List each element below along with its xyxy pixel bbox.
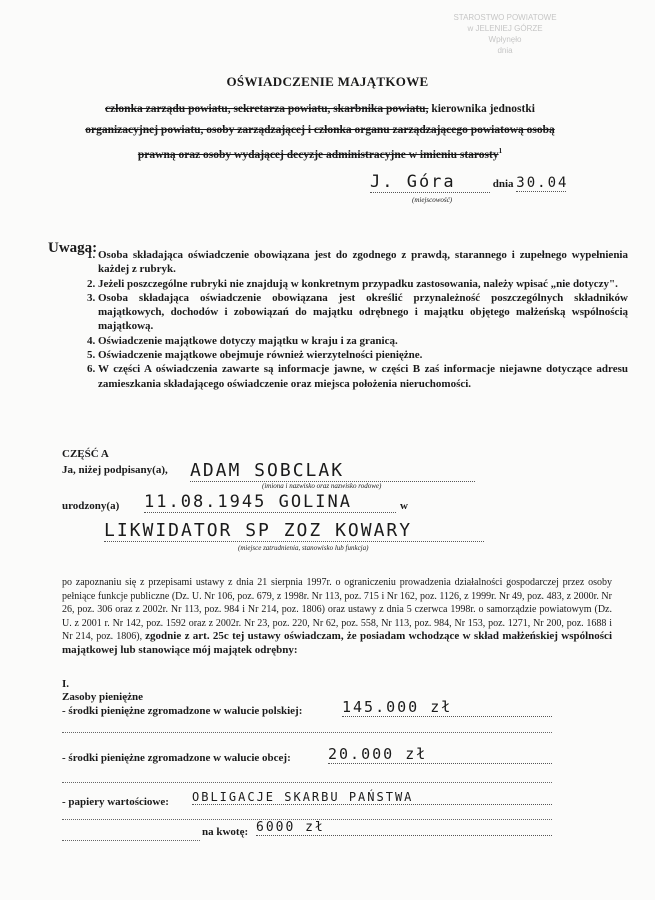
amount-label: na kwotę: [202,826,249,838]
document-subtitle [60,99,580,166]
fx-amount-field[interactable]: 20.000 zł [328,745,552,764]
securities-field[interactable]: OBLIGACJE SKARBU PAŃSTWA [192,790,552,805]
name-label: Ja, niżej podpisany(a), [62,464,168,476]
subtitle-struck-1: członka zarządu powiatu, sekretarza powiatu, skarbnika powiatu, [105,103,429,115]
stamp-line: w JELENIEJ GÓRZE [467,24,543,33]
note-item: 6. W części A oświadczenia zawarte są informacje jawne, w części B zaś informacje niejawne dotyczące adresu zamieszkania składającego oświadczenie oraz miejsca położenia nieruchomości. [98,362,628,391]
note-item: 3. Osoba składająca oświadczenie obowiązana jest określić przynależność poszczególnych składników majątkowych, dochodów i zobowiązań do majątku odrębnego i majątku objętego małżeńską wspólnością majątkową. [98,291,628,334]
date-label: dnia [492,178,514,190]
footnote-marker: 1 [498,147,503,155]
dotted-line [62,782,552,783]
place-caption: (miejscowość) [412,196,453,204]
notes-list [76,248,628,391]
name-caption: (imiona i nazwisko oraz nazwisko rodowe) [262,482,382,490]
section-heading: Zasoby pieniężne [62,691,143,703]
place-value: J. Góra [370,172,490,193]
notes-heading: Uwaga: [48,240,98,256]
pln-amount-field[interactable]: 145.000 zł [342,698,552,717]
subtitle-struck-3: prawną oraz osoby wydającej decyzje administracyjne w imieniu starosty [137,148,499,161]
legal-text: po zapoznaniu się z przepisami ustawy z dnia 21 sierpnia 1997r. o ograniczeniu prowadzenia działalności gospodarczej przez osoby pełniące funkcje publiczne (Dz. U. Nr 106, poz. 679, z 1998r. Nr 113, poz. 715 i Nr 162, poz. 1126, z 1999r. Nr 49, poz. 483, z 2000r. Nr 26, poz. 306 oraz z 2002r. Nr 113, poz. 984 i Nr 214, poz. 1806) oraz ustawy z dnia 5 czerwca 1998r. o samorządzie powiatowym (Dz. U. z 2001 r. Nr 142, poz. 1592 oraz z 2002r. Nr 23, poz. 220, Nr 62, poz. 558, Nr 113, poz. 984, Nr 153, poz. 1271, Nr 200, poz. 1688 i Nr 214, poz. 1806), [62,577,612,642]
dotted-line [62,732,552,733]
born-label: urodzony(a) [62,500,120,512]
fx-label: - środki pieniężne zgromadzone w walucie obcej: [62,752,291,764]
stamp-line: dnia [497,46,513,55]
legal-declaration: zgodnie z art. 25c tej ustawy oświadczam, że posiadam wchodzące w skład małżeńskiej wspólności majątkowej lub stanowiące mój majątek odrębny: [62,630,613,656]
place-date-row [370,172,569,193]
name-field[interactable]: ADAM SOBCLAK [190,460,475,482]
note-item: 4. Oświadczenie majątkowe dotyczy majątku w kraju i za granicą. [98,334,628,348]
stamp-line: Wpłynęło [488,35,522,44]
document-title: OŚWIADCZENIE MAJĄTKOWE [226,74,429,89]
pln-label: - środki pieniężne zgromadzone w walucie polskiej: [62,705,303,717]
employment-field[interactable]: LIKWIDATOR SP ZOZ KOWARY [104,520,484,542]
part-a-heading: CZĘŚĆ A [62,448,109,460]
subtitle-plain-1: kierownika jednostki [428,103,535,115]
securities-label: - papiery wartościowe: [62,796,169,808]
legal-statement [62,576,612,657]
subtitle-struck-2: organizacyjnej powiatu, osoby zarządzającej i członka organu zarządzającego powiatową osobą [85,124,555,136]
dotted-line [62,840,200,841]
securities-amount-field[interactable]: 6000 zł [256,820,552,836]
stamp-line: STAROSTWO POWIATOWE [453,13,557,22]
employment-caption: (miejsce zatrudnienia, stanowisko lub funkcja) [238,544,369,552]
birth-field[interactable]: 11.08.1945 GOLINA [144,492,396,513]
date-value: 30.04 [516,175,569,191]
note-item: 5. Oświadczenie majątkowe obejmuje również wierzytelności pieniężne. [98,348,628,362]
born-suffix: w [400,500,408,512]
note-item: 1. Osoba składająca oświadczenie obowiązana jest do zgodnego z prawdą, starannego i zupełnego wypełnienia każdej z rubryk. [98,248,628,277]
note-item: 2. Jeżeli poszczególne rubryki nie znajdują w konkretnym przypadku zastosowania, należy wpisać „nie dotyczy". [98,277,628,291]
section-number: I. [62,678,70,690]
